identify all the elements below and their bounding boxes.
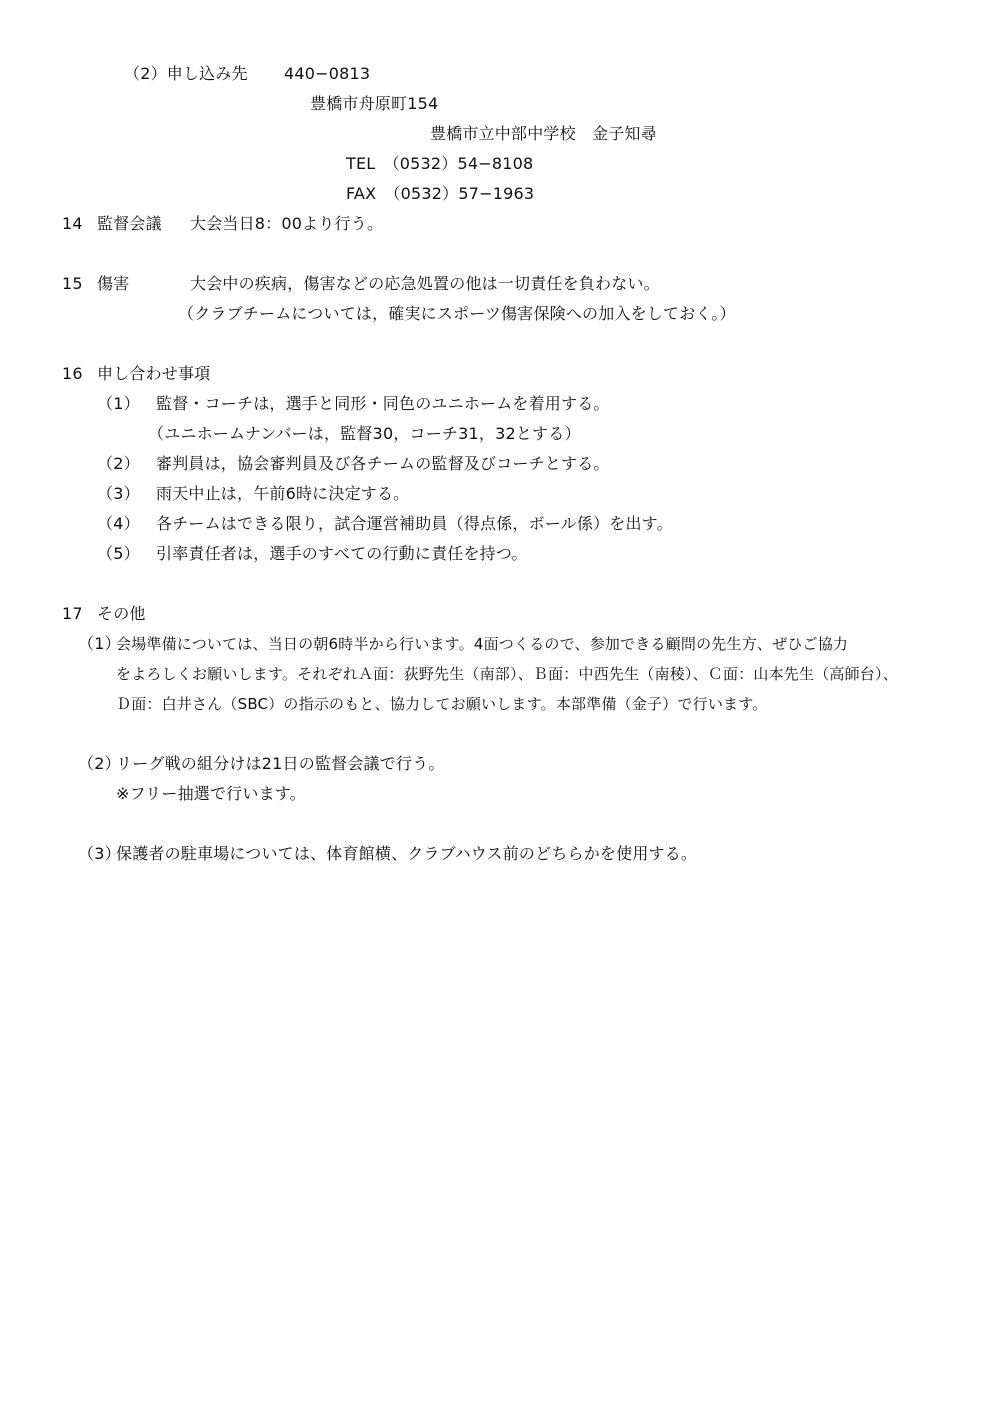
section-17-item-line: ※フリー抽選で行います。 xyxy=(116,784,306,803)
section-15-title: 傷害 xyxy=(97,274,130,293)
section-17-item-number: （1） xyxy=(78,634,121,653)
section-16-item-text: 各チームはできる限り，試合運営補助員（得点係，ボール係）を出す。 xyxy=(156,514,673,533)
contact-tel: TEL （0532）54−8108 xyxy=(346,154,534,173)
section-15-number: 15 xyxy=(62,274,83,293)
section-17-item-line: Ｄ面：白井さん（SBC）の指示のもと、協力してお願いします。本部準備（金子）で行います。 xyxy=(116,695,768,713)
section-16-item-text: 審判員は，協会審判員及び各チームの監督及びコーチとする。 xyxy=(156,454,610,473)
section-16-item-number: （4） xyxy=(97,514,140,533)
section-16-item-text: 雨天中止は，午前6時に決定する。 xyxy=(156,484,410,503)
section-17-item-number: （2） xyxy=(78,754,121,773)
contact-label: （2）申し込み先 xyxy=(124,64,248,83)
section-17-item-line: リーグ戦の組分けは21日の監督会議で行う。 xyxy=(116,754,445,773)
section-16-item-number: （5） xyxy=(97,544,140,563)
section-14-number: 14 xyxy=(62,214,83,233)
section-14-text: 大会当日8：00より行う。 xyxy=(190,214,384,233)
section-17-number: 17 xyxy=(62,604,83,623)
section-17-item-line: をよろしくお願いします。それぞれＡ面：荻野先生（南部）、Ｂ面：中西先生（南稜）、Ｃ面：山本先生（高師台）、 xyxy=(116,665,898,683)
contact-school: 豊橋市立中部中学校 金子知尋 xyxy=(430,124,657,143)
section-17-item-number: （3） xyxy=(78,844,121,863)
section-17-item-line: 保護者の駐車場については、体育館横、クラブハウス前のどちらかを使用する。 xyxy=(116,844,698,863)
section-16-item-number: （2） xyxy=(97,454,140,473)
section-16-number: 16 xyxy=(62,364,83,383)
section-16-item-number: （1） xyxy=(97,394,140,413)
section-16-item-text: 監督・コーチは，選手と同形・同色のユニホームを着用する。 xyxy=(156,394,610,413)
section-14-title: 監督会議 xyxy=(97,214,162,233)
contact-postal: 440−0813 xyxy=(284,64,371,83)
section-16-item-text: 引率責任者は，選手のすべての行動に責任を持つ。 xyxy=(156,544,528,563)
section-16-title: 申し合わせ事項 xyxy=(97,364,211,383)
section-15-note: （クラブチームについては，確実にスポーツ傷害保険への加入をしておく。） xyxy=(178,304,736,323)
section-16-item-note: （ユニホームナンバーは，監督30，コーチ31，32とする） xyxy=(148,424,581,443)
contact-address: 豊橋市舟原町154 xyxy=(310,94,439,113)
contact-fax: FAX （0532）57−1963 xyxy=(346,184,535,203)
section-15-text: 大会中の疾病，傷害などの応急処置の他は一切責任を負わない。 xyxy=(190,274,660,293)
section-17-title: その他 xyxy=(97,604,146,623)
section-16-item-number: （3） xyxy=(97,484,140,503)
section-17-item-line: 会場準備については、当日の朝6時半から行います。4面つくるので、参加できる顧問の先生方、ぜひご協力 xyxy=(116,635,849,653)
